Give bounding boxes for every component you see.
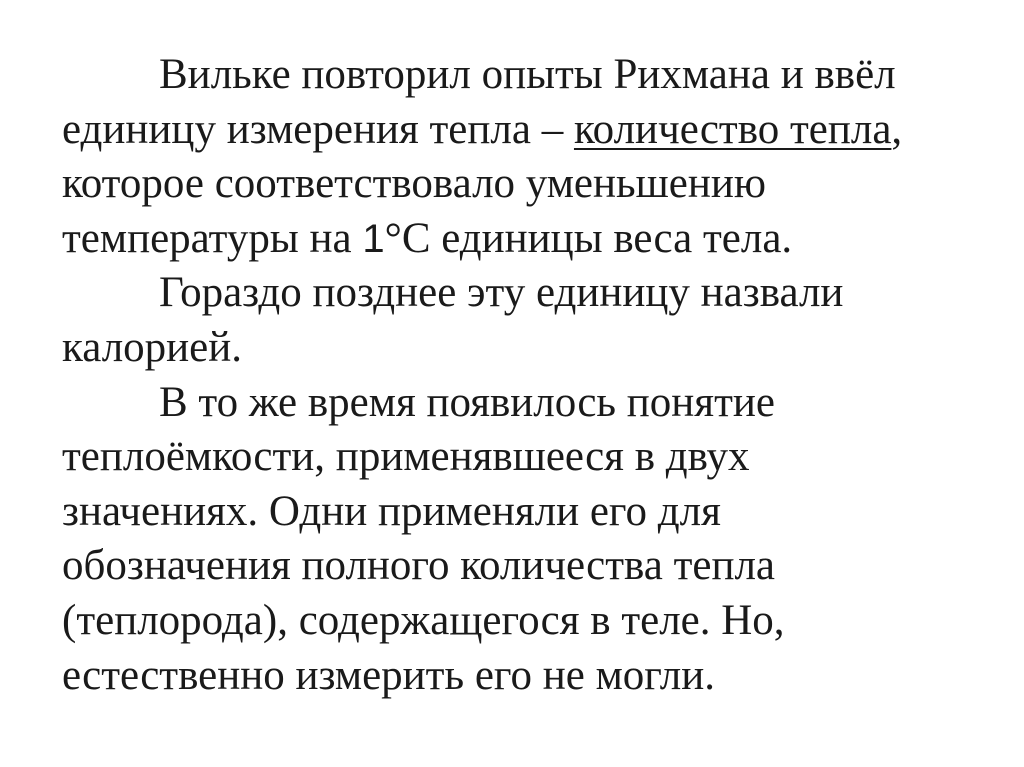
paragraph-2-text-1: Гораздо позднее эту единицу назвали — [159, 269, 844, 317]
temperature-number: 1 — [362, 216, 385, 261]
paragraph-3-line-3 — [62, 485, 982, 540]
paragraph-1-text-4b: °С единицы веса тела. — [384, 214, 793, 262]
paragraph-3-text-1: В то же время появилось понятие — [159, 378, 775, 426]
paragraph-3-line-6 — [62, 649, 982, 704]
underlined-term-heat-quantity: количество тепла — [573, 105, 892, 153]
paragraph-3-text-5: (теплорода), содержащегося в теле. Но, — [62, 596, 785, 644]
paragraph-2-text-2: калорией. — [62, 323, 243, 371]
paragraph-1-line-2 — [62, 103, 982, 158]
paragraph-1-line-3 — [62, 157, 982, 212]
paragraph-3-text-6: естественно измерить его не могли. — [62, 651, 715, 699]
paragraph-2-line-1 — [62, 266, 982, 321]
paragraph-1-line-1 — [62, 48, 982, 103]
paragraph-2-line-2 — [62, 321, 982, 376]
paragraph-3-text-4: обозначения полного количества тепла — [62, 542, 776, 590]
paragraph-1-text-3: которое соответствовало уменьшению — [62, 160, 766, 208]
paragraph-3-line-1 — [62, 376, 982, 431]
slide-body-text — [62, 48, 982, 703]
paragraph-3-line-5 — [62, 594, 982, 649]
paragraph-1-line-4 — [62, 212, 982, 267]
paragraph-3-text-3: значениях. Одни применяли его для — [62, 487, 721, 535]
paragraph-1-text-2b: , — [891, 105, 903, 153]
paragraph-1-text-2a: единицу измерения тепла – — [62, 105, 574, 153]
paragraph-1-text-4a: температуры на — [62, 214, 363, 262]
paragraph-3-text-2: теплоёмкости, применявшееся в двух — [62, 433, 750, 481]
paragraph-3-line-2 — [62, 430, 982, 485]
paragraph-3-line-4 — [62, 539, 982, 594]
paragraph-1-text-1: Вильке повторил опыты Рихмана и ввёл — [159, 51, 896, 98]
